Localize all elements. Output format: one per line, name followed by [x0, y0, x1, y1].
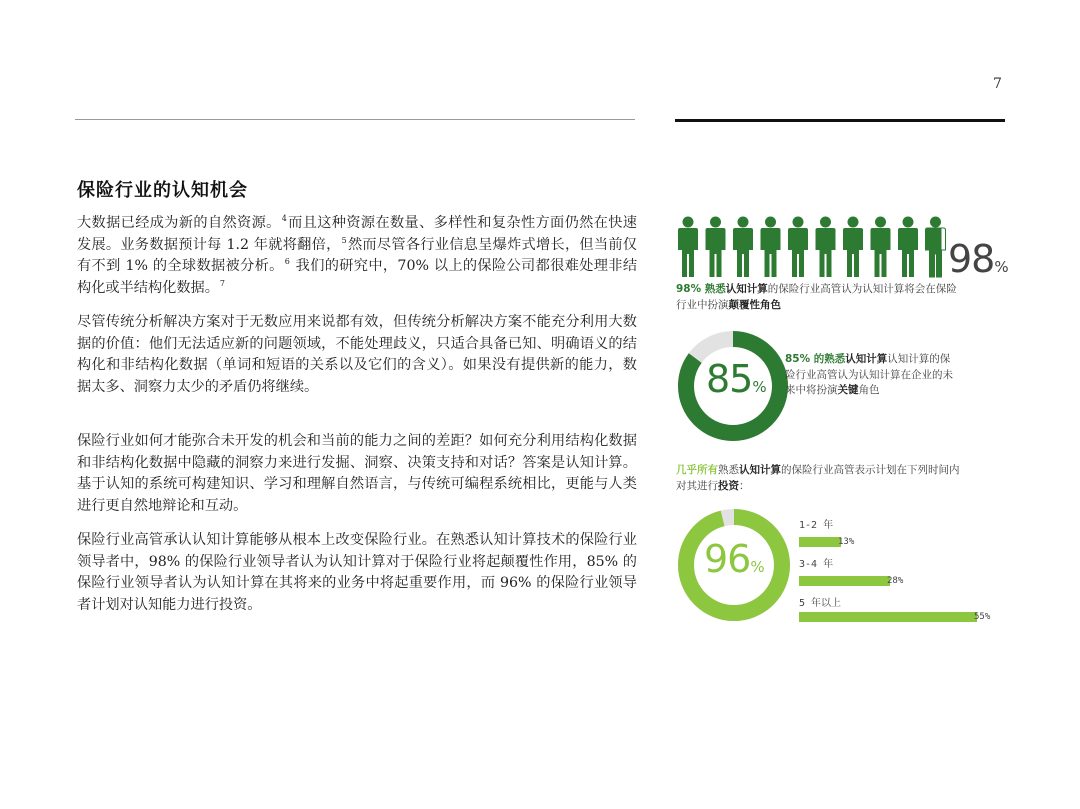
bar-value-3-4: 28% [887, 576, 904, 586]
bar-value-5plus: 55% [974, 612, 991, 622]
top-rule-left [75, 119, 635, 120]
stat-98-caption: 98% 熟悉认知计算的保险行业高管认为认知计算将会在保险行业中扮演颠覆性角色 [676, 283, 957, 311]
bar-value-1-2: 13% [838, 537, 855, 547]
footnote-ref: 7 [219, 278, 225, 288]
paragraph-2: 尽管传统分析解决方案对于无数应用来说都有效，但传统分析解决方案不能充分利用大数据的价值：他们无法适应新的问题领域，不能处理歧义，只适合具备已知、明确语义的结构化和非结构化数据（单词和短语的关系以及它们的含义）。如果没有提供新的能力，数据太多、洞察力太少的矛盾仍将继续。 [77, 314, 637, 395]
person-icon [843, 217, 863, 278]
person-icon [788, 217, 808, 278]
stat-98-number: 98% [948, 237, 1008, 281]
section-title: 保险行业的认知机会 [77, 180, 248, 201]
bar-label-5plus: 5 年以上 [799, 598, 842, 609]
person-icon [706, 217, 726, 278]
bar-5plus [799, 612, 977, 622]
paragraph-4: 保险行业高管承认认知计算能够从根本上改变保险行业。在熟悉认知计算技术的保险行业领导者中，98% 的保险行业领导者认为认知计算对于保险行业将起颠覆性作用，85% 的保险行业领导者认为认知计算在其将来的业务中将起重要作用，而 96% 的保险行业领导者计划对认知能力进行投资。 [77, 532, 637, 613]
stat-96-number: 96% [704, 537, 764, 581]
footnote-ref: 4 [281, 214, 287, 224]
person-icon [733, 217, 753, 278]
person-icon [871, 217, 891, 278]
person-icon [816, 217, 836, 278]
stat-85-caption: 85% 的熟悉认知计算认知计算的保险行业高管认为认知计算在企业的未来中将扮演关键角色 [785, 353, 953, 396]
bar-1-2 [799, 537, 841, 547]
people-figures-98 [676, 216, 951, 278]
person-icon [761, 217, 781, 278]
paragraph-3: 保险行业如何才能弥合未开发的机会和当前的能力之间的差距？如何充分利用结构化数据和非结构化数据中隐藏的洞察力来进行发掘、洞察、决策支持和对话？答案是认知计算。基于认知的系统可构建知识、学习和理解自然语言，与传统可编程系统相比，更能与人类进行更自然地辩论和互动。 [77, 433, 637, 514]
person-icon [898, 217, 918, 278]
stat-96-caption: 几乎所有熟悉认知计算的保险行业高管表示计划在下列时间内对其进行投资： [676, 464, 960, 492]
bar-label-3-4: 3-4 年 [799, 559, 834, 570]
bar-label-1-2: 1-2 年 [799, 520, 834, 531]
footnote-ref: 6 [284, 257, 290, 267]
stat-85-number: 85% [706, 357, 766, 401]
person-icon [926, 217, 946, 278]
paragraph-1: 大数据已经成为新的自然资源。$^4$而且这种资源在数量、多样性和复杂性方面仍然在快速发展。业务数据预计每 1.2 年就将翻倍，$^5$然而尽管各行业信息呈爆炸式增长，但当前仅有不到 1% 的全球数据被分析。$^6$ 我们的研究中，70% 以上的保险公司都很难处理非结构化或半结构化数据。$^7$ [77, 214, 638, 296]
bar-3-4 [799, 576, 890, 586]
footnote-ref: 5 [341, 235, 347, 245]
page-number: 7 [993, 76, 1002, 92]
top-rule-right [675, 119, 1005, 122]
person-icon [678, 217, 698, 278]
